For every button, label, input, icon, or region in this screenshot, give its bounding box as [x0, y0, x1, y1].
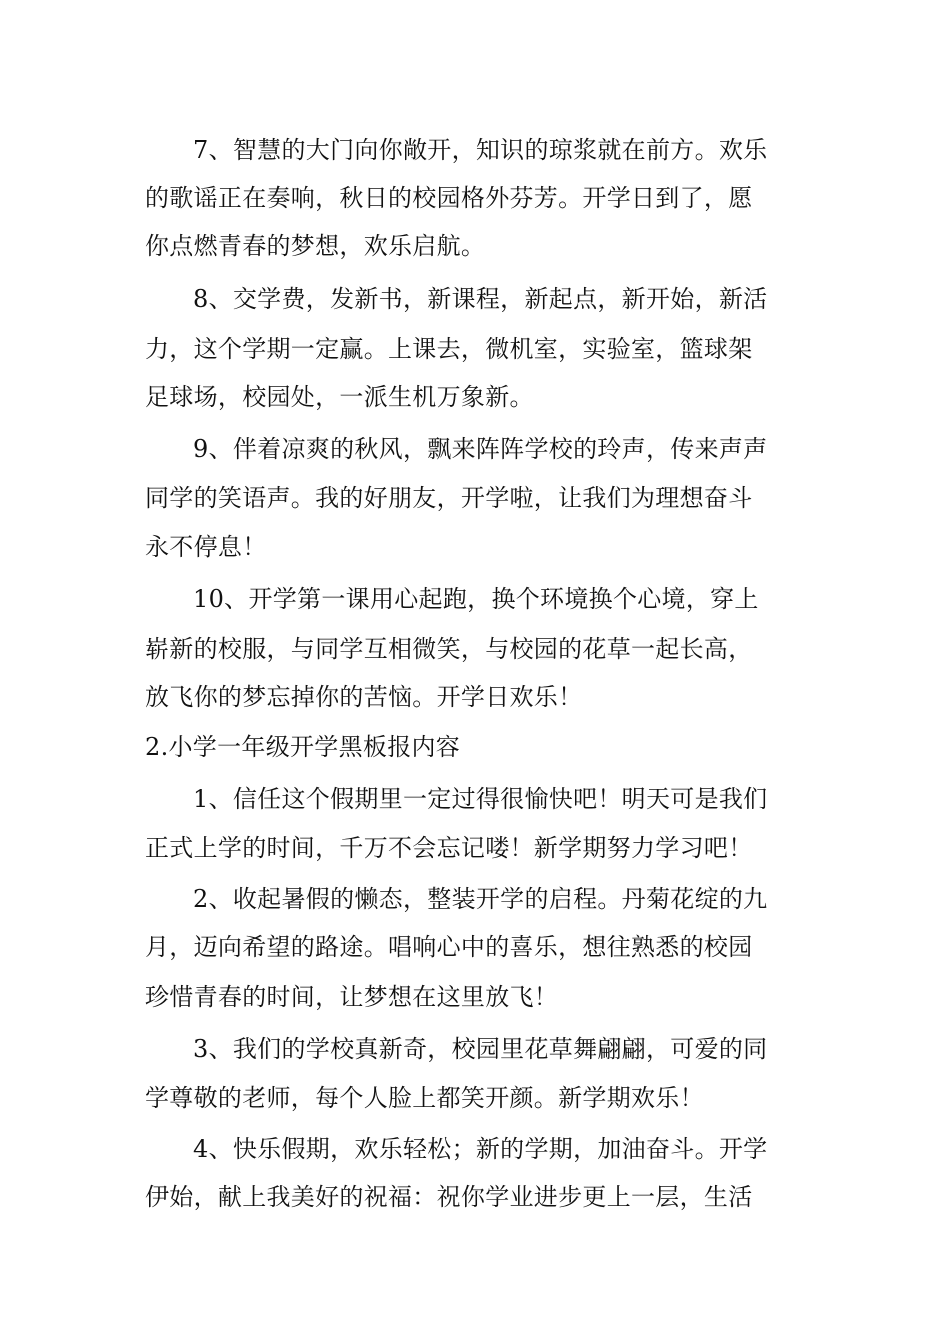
section-heading: 2.小学一年级开学黑板报内容: [145, 733, 461, 761]
text-line: 7、智慧的大门向你敞开，知识的琼浆就在前方。欢乐: [193, 136, 768, 164]
text-line: 正式上学的时间，千万不会忘记喽！新学期努力学习吧！: [145, 834, 753, 862]
text-line: 4、快乐假期，欢乐轻松；新的学期，加油奋斗。开学: [193, 1135, 768, 1163]
text-line: 珍惜青春的时间，让梦想在这里放飞！: [145, 983, 559, 1011]
text-line: 崭新的校服，与同学互相微笑，与校园的花草一起长高，: [145, 635, 753, 663]
text-line: 10、开学第一课用心起跑，换个环境换个心境，穿上: [193, 585, 759, 613]
text-line: 永不停息！: [145, 533, 267, 561]
text-line: 1、信任这个假期里一定过得很愉快吧！明天可是我们: [193, 785, 768, 813]
text-line: 伊始，献上我美好的祝福：祝你学业进步更上一层，生活: [145, 1183, 753, 1211]
text-line: 足球场，校园处，一派生机万象新。: [145, 383, 534, 411]
text-line: 的歌谣正在奏响，秋日的校园格外芬芳。开学日到了，愿: [145, 184, 753, 212]
text-line: 3、我们的学校真新奇，校园里花草舞翩翩，可爱的同: [193, 1035, 768, 1063]
text-line: 放飞你的梦忘掉你的苦恼。开学日欢乐！: [145, 683, 583, 711]
text-line: 2、收起暑假的懒态，整装开学的启程。丹菊花绽的九: [193, 885, 768, 913]
text-line: 月，迈向希望的路途。唱响心中的喜乐，想往熟悉的校园: [145, 933, 753, 961]
text-line: 8、交学费，发新书，新课程，新起点，新开始，新活: [193, 285, 768, 313]
text-line: 9、伴着凉爽的秋风，飘来阵阵学校的玲声，传来声声: [193, 435, 768, 463]
text-line: 同学的笑语声。我的好朋友，开学啦，让我们为理想奋斗: [145, 484, 753, 512]
text-line: 学尊敬的老师，每个人脸上都笑开颜。新学期欢乐！: [145, 1084, 704, 1112]
text-line: 力，这个学期一定赢。上课去，微机室，实验室，篮球架: [145, 335, 753, 363]
text-line: 你点燃青春的梦想，欢乐启航。: [145, 232, 486, 260]
